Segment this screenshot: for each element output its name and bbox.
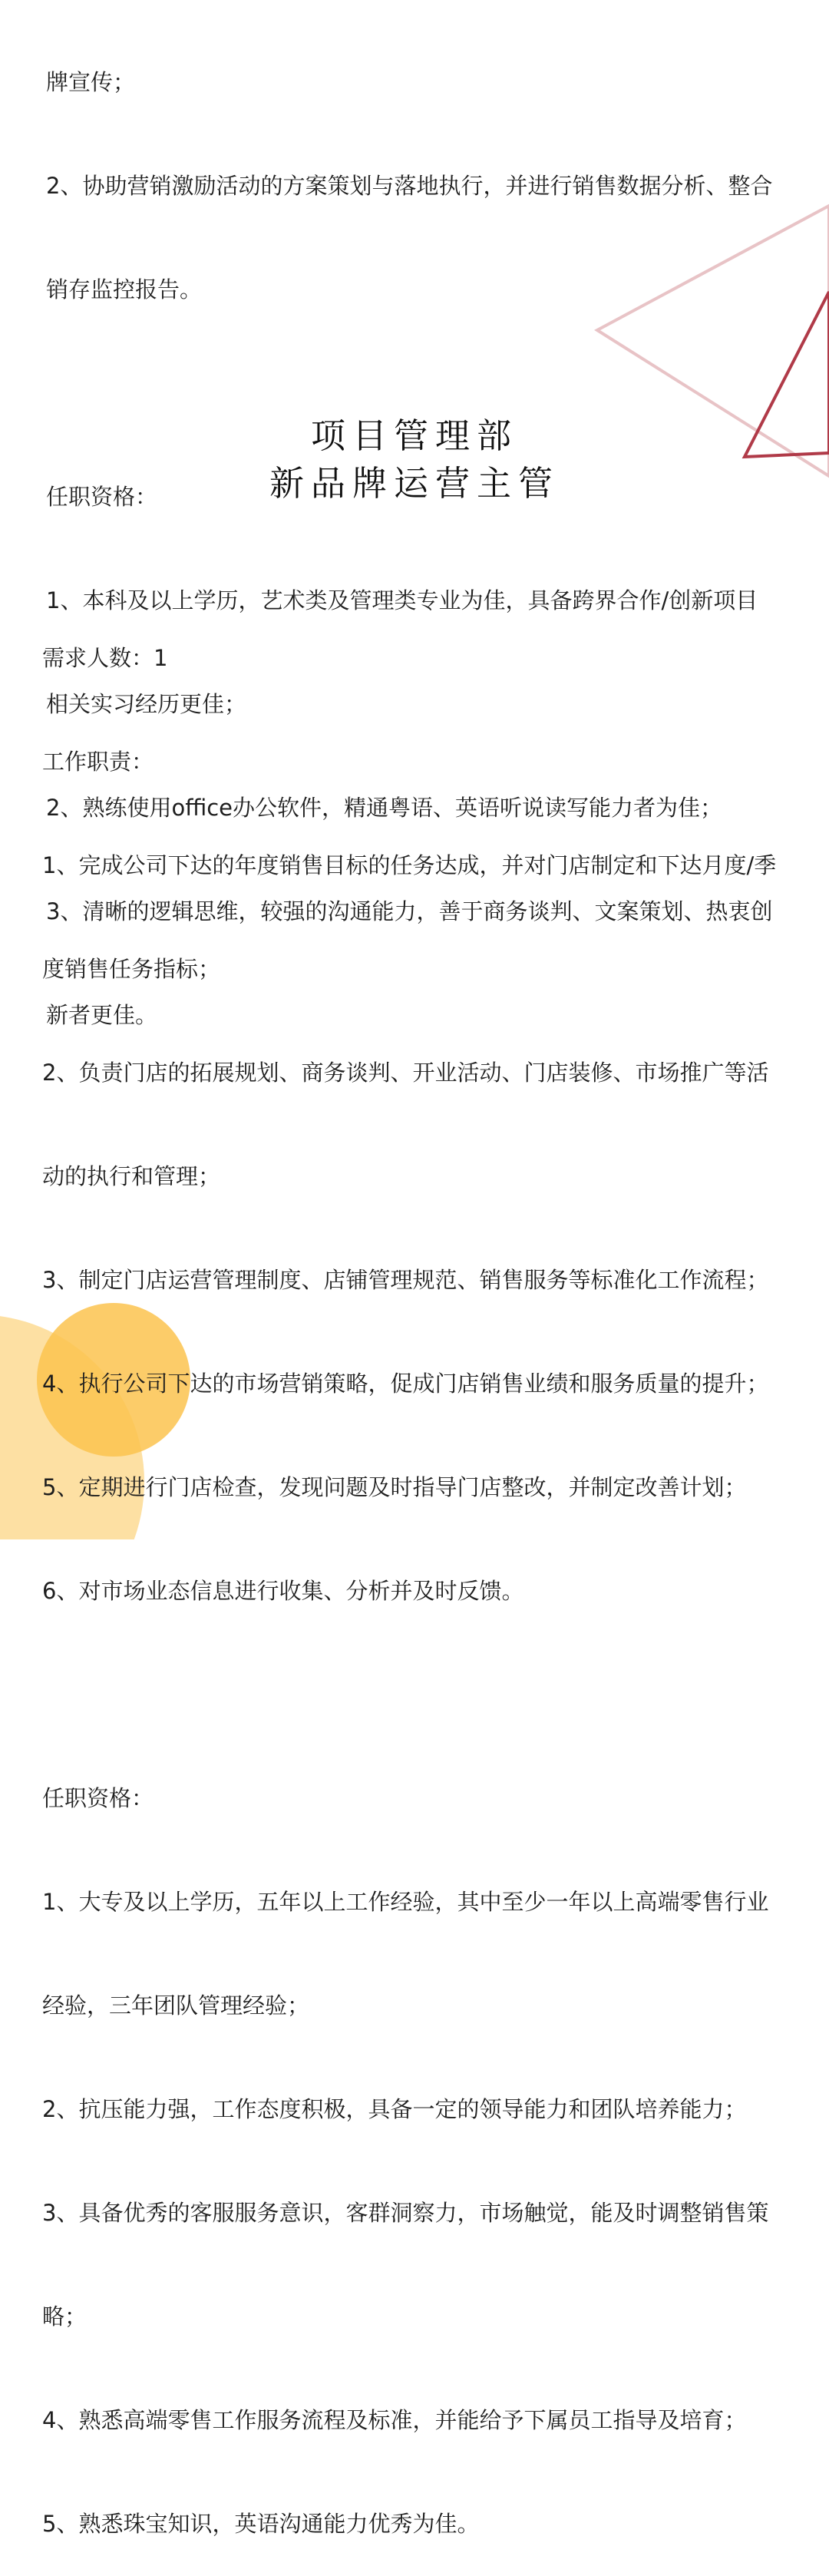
text-line: 2、熟练使用office办公软件，精通粤语、英语听说读写能力者为佳； — [46, 795, 723, 821]
text-line: 需求人数：1 — [42, 645, 168, 671]
text-line: 工作职责： — [42, 749, 154, 775]
text-line: 5、熟悉珠宝知识，英语沟通能力优秀为佳。 — [42, 2511, 480, 2537]
text-line: 4、执行公司下达的市场营销策略，促成门店销售业绩和服务质量的提升； — [42, 1371, 769, 1397]
text-line: 略； — [42, 2303, 88, 2330]
text-line: 2、协助营销激励活动的方案策划与落地执行，并进行销售数据分析、整合 — [46, 173, 773, 199]
text-line: 任职资格： — [46, 484, 158, 510]
text-line: 度销售任务指标； — [42, 956, 221, 982]
text-line: 4、熟悉高端零售工作服务流程及标准，并能给予下属员工指导及培育； — [42, 2407, 747, 2433]
text-line: 牌宣传； — [46, 69, 136, 95]
text-line: 1、大专及以上学历，五年以上工作经验，其中至少一年以上高端零售行业 — [42, 1889, 769, 1915]
text-line: 3、制定门店运营管理制度、店铺管理规范、销售服务等标准化工作流程； — [42, 1267, 769, 1293]
text-line: 相关实习经历更佳； — [46, 691, 247, 717]
text-line: 销存监控报告。 — [46, 276, 203, 303]
text-line: 6、对市场业态信息进行收集、分析并及时反馈。 — [42, 1578, 524, 1604]
text-line: 经验，三年团队管理经验； — [42, 1992, 310, 2019]
text-line: 任职资格： — [42, 1785, 154, 1811]
text-line: 新者更佳。 — [46, 1002, 158, 1028]
text-line: 1、本科及以上学历，艺术类及管理类专业为佳，具备跨界合作/创新项目 — [46, 587, 758, 613]
text-line — [46, 376, 772, 411]
text-line: 动的执行和管理； — [42, 1163, 221, 1189]
text-line: 5、定期进行门店检查，发现问题及时指导门店整改，并制定改善计划； — [42, 1474, 747, 1500]
position-title: 新品牌运营主管 — [269, 463, 560, 504]
text-line: 2、抗压能力强，工作态度积极，具备一定的领导能力和团队培养能力； — [42, 2096, 747, 2122]
text-line: 2、负责门店的拓展规划、商务谈判、开业活动、门店装修、市场推广等活 — [42, 1060, 769, 1086]
text-line — [42, 1678, 776, 1712]
text-line: 3、清晰的逻辑思维，较强的沟通能力，善于商务谈判、文案策划、热衷创 — [46, 898, 773, 924]
text-line: 3、具备优秀的客服服务意识，客群洞察力，市场触觉，能及时调整销售策 — [42, 2200, 769, 2226]
job-text-block — [42, 572, 776, 2576]
department-title: 项目管理部 — [310, 415, 518, 456]
text-line: 1、完成公司下达的年度销售目标的任务达成，并对门店制定和下达月度/季 — [42, 852, 777, 878]
